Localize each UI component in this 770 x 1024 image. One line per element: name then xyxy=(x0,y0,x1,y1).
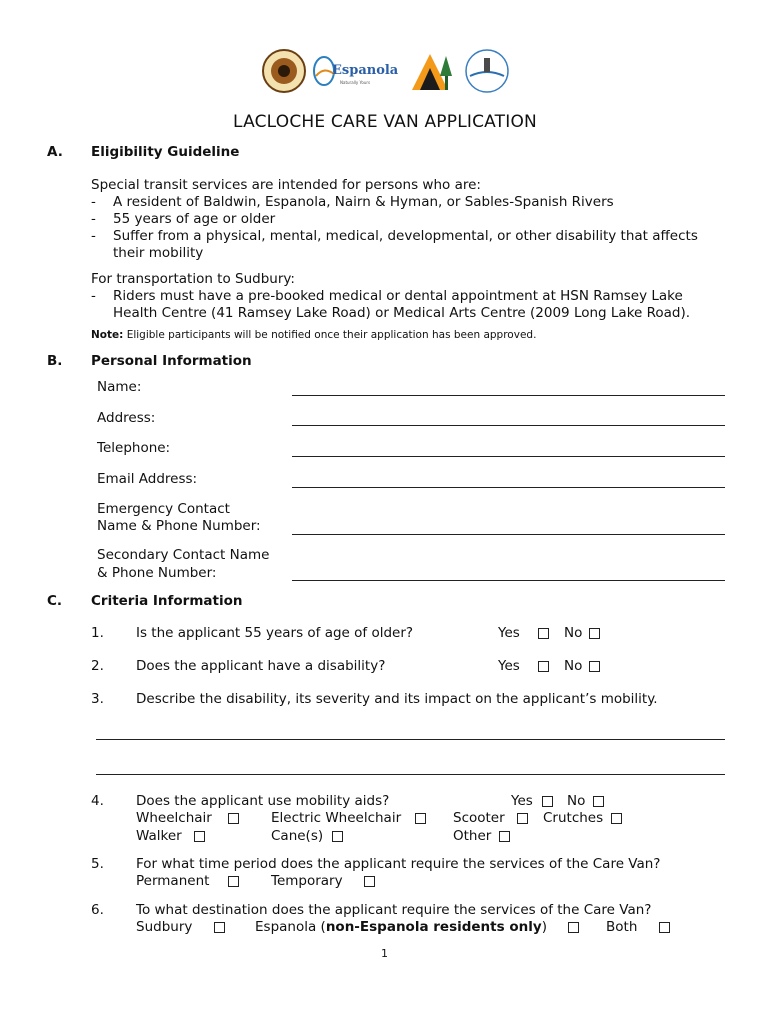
section-b-heading: Personal Information xyxy=(91,353,252,369)
q6-number: 6. xyxy=(91,902,104,918)
q1-yes-label: Yes xyxy=(498,625,520,641)
name-field[interactable] xyxy=(292,395,725,396)
address-label: Address: xyxy=(97,410,156,426)
baldwin-seal-logo xyxy=(263,50,305,92)
bullet-dash: - xyxy=(91,194,96,210)
q2-yes-label: Yes xyxy=(498,658,520,674)
bullet-dash: - xyxy=(91,228,96,244)
q3-number: 3. xyxy=(91,691,104,707)
wheelchair-checkbox[interactable] xyxy=(228,813,239,824)
q1-no-checkbox[interactable] xyxy=(589,628,600,639)
address-field[interactable] xyxy=(292,425,725,426)
espanola-label xyxy=(255,919,547,935)
section-c-heading: Criteria Information xyxy=(91,593,243,609)
q2-number: 2. xyxy=(91,658,104,674)
q4-yes-label: Yes xyxy=(511,793,533,809)
q4-yes-checkbox[interactable] xyxy=(542,796,553,807)
bullet-dash: - xyxy=(91,211,96,227)
q1-no-label: No xyxy=(564,625,583,641)
other-label: Other xyxy=(453,828,492,844)
note-text: Eligible participants will be notified once their application has been approved. xyxy=(126,329,537,341)
telephone-label: Telephone: xyxy=(97,440,171,456)
section-c-letter: C. xyxy=(47,593,63,609)
q2-no-label: No xyxy=(564,658,583,674)
sudbury-checkbox[interactable] xyxy=(214,922,225,933)
both-label: Both xyxy=(606,919,638,935)
bullet-disability-cont: their mobility xyxy=(113,245,204,261)
page-number: 1 xyxy=(381,947,388,960)
q2-no-checkbox[interactable] xyxy=(589,661,600,672)
section-a-heading: Eligibility Guideline xyxy=(91,144,240,160)
wheelchair-label: Wheelchair xyxy=(136,810,212,826)
q3-answer-line-2[interactable] xyxy=(96,774,725,775)
q6-text: To what destination does the applicant require the services of the Care Van? xyxy=(136,902,652,918)
sudbury-requirement-cont: Health Centre (41 Ramsey Lake Road) or Medical Arts Centre (2009 Long Lake Road). xyxy=(113,305,691,321)
scooter-label: Scooter xyxy=(453,810,505,826)
q4-text: Does the applicant use mobility aids? xyxy=(136,793,390,809)
walker-checkbox[interactable] xyxy=(194,831,205,842)
q4-no-checkbox[interactable] xyxy=(593,796,604,807)
sables-spanish-logo xyxy=(466,50,508,92)
close-paren: ) xyxy=(541,919,547,935)
section-b-letter: B. xyxy=(47,353,63,369)
bullet-age: 55 years of age or older xyxy=(113,211,276,227)
secondary-contact-field[interactable] xyxy=(292,580,725,581)
emergency-label-1: Emergency Contact xyxy=(97,501,230,517)
both-checkbox[interactable] xyxy=(659,922,670,933)
name-label: Name: xyxy=(97,379,142,395)
note-label: Note: xyxy=(91,329,124,341)
q1-text: Is the applicant 55 years of age of older? xyxy=(136,625,414,641)
bullet-disability: Suffer from a physical, mental, medical, developmental, or other disability that affects xyxy=(113,228,698,244)
crutches-checkbox[interactable] xyxy=(611,813,622,824)
q2-yes-checkbox[interactable] xyxy=(538,661,549,672)
q1-number: 1. xyxy=(91,625,104,641)
electric-wheelchair-label: Electric Wheelchair xyxy=(271,810,402,826)
non-residents-text: non-Espanola residents only xyxy=(325,919,542,935)
espanola-checkbox[interactable] xyxy=(568,922,579,933)
crutches-label: Crutches xyxy=(543,810,604,826)
espanola-logo xyxy=(314,57,399,85)
other-checkbox[interactable] xyxy=(499,831,510,842)
municipal-logos xyxy=(262,46,510,96)
emergency-contact-field[interactable] xyxy=(292,534,725,535)
secondary-label-1: Secondary Contact Name xyxy=(97,547,270,563)
q3-answer-line-1[interactable] xyxy=(96,739,725,740)
q1-yes-checkbox[interactable] xyxy=(538,628,549,639)
q5-number: 5. xyxy=(91,856,104,872)
temporary-label: Temporary xyxy=(271,873,343,889)
bullet-residency: A resident of Baldwin, Espanola, Nairn & Hyman, or Sables-Spanish Rivers xyxy=(113,194,614,210)
q4-no-label: No xyxy=(567,793,586,809)
emergency-label-2: Name & Phone Number: xyxy=(97,518,261,534)
canes-label: Cane(s) xyxy=(271,828,324,844)
telephone-field[interactable] xyxy=(292,456,725,457)
permanent-label: Permanent xyxy=(136,873,210,889)
q3-text: Describe the disability, its severity and its impact on the applicant’s mobility. xyxy=(136,691,658,707)
bullet-dash: - xyxy=(91,288,96,304)
section-a-letter: A. xyxy=(47,144,63,160)
form-title: LACLOCHE CARE VAN APPLICATION xyxy=(233,112,537,132)
q5-text: For what time period does the applicant require the services of the Care Van? xyxy=(136,856,661,872)
eligibility-intro: Special transit services are intended for persons who are: xyxy=(91,177,481,193)
espanola-text: Espanola ( xyxy=(255,919,326,935)
eligibility-note xyxy=(91,329,536,341)
email-field[interactable] xyxy=(292,487,725,488)
svg-text:Naturally Yours: Naturally Yours xyxy=(340,80,371,85)
canes-checkbox[interactable] xyxy=(332,831,343,842)
q4-number: 4. xyxy=(91,793,104,809)
q2-text: Does the applicant have a disability? xyxy=(136,658,386,674)
walker-label: Walker xyxy=(136,828,182,844)
secondary-label-2: & Phone Number: xyxy=(97,565,217,581)
electric-wheelchair-checkbox[interactable] xyxy=(415,813,426,824)
nairn-hyman-logo xyxy=(412,54,452,90)
sudbury-label: Sudbury xyxy=(136,919,193,935)
permanent-checkbox[interactable] xyxy=(228,876,239,887)
sudbury-requirement: Riders must have a pre-booked medical or dental appointment at HSN Ramsey Lake xyxy=(113,288,683,304)
svg-text:Espanola: Espanola xyxy=(332,63,399,78)
email-label: Email Address: xyxy=(97,471,198,487)
sudbury-intro: For transportation to Sudbury: xyxy=(91,271,295,287)
scooter-checkbox[interactable] xyxy=(517,813,528,824)
temporary-checkbox[interactable] xyxy=(364,876,375,887)
